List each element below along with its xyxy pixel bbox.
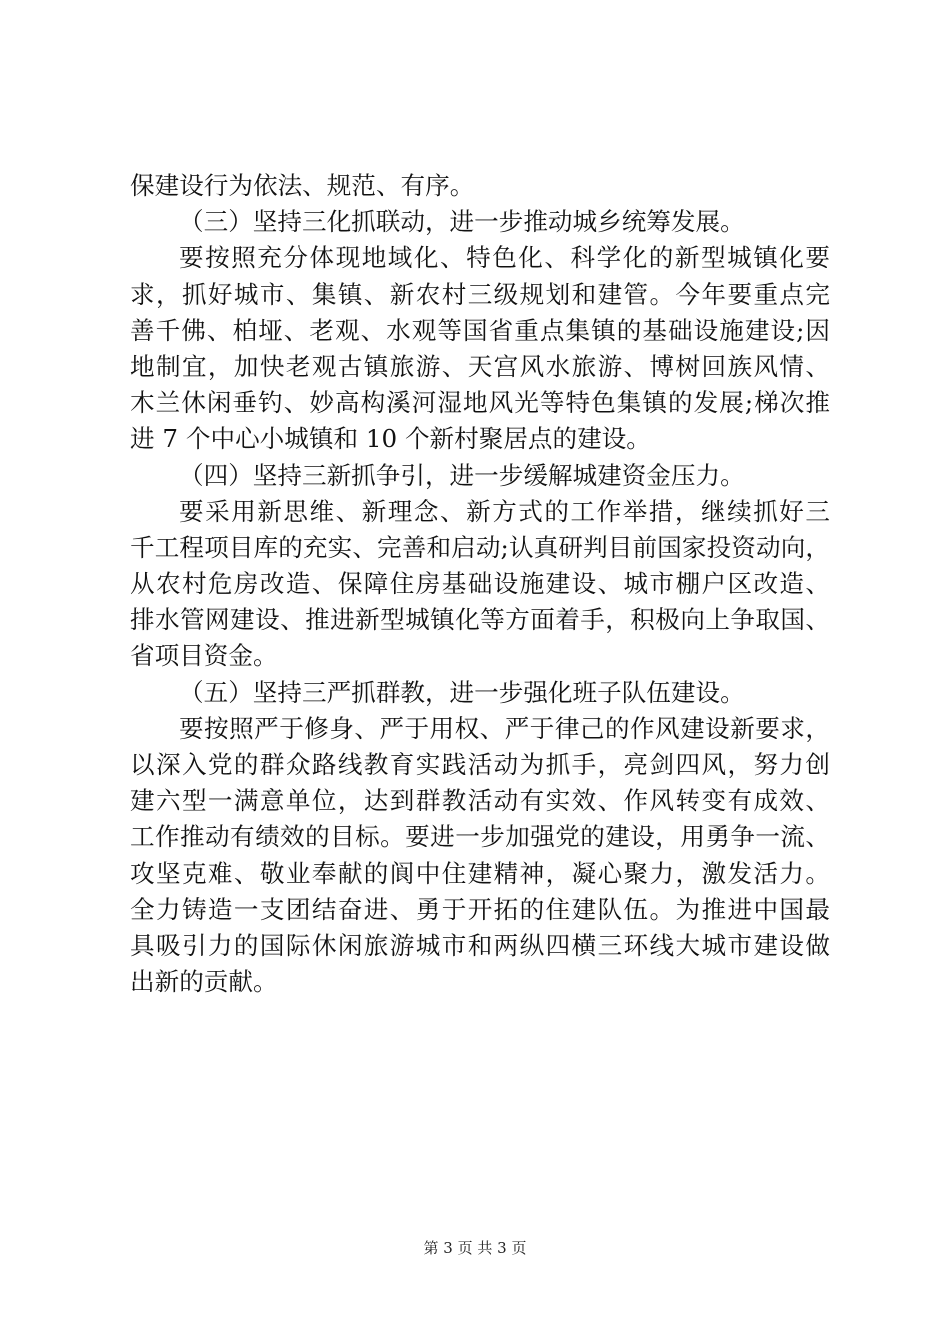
text-line: 木兰休闲垂钓、妙高构溪河湿地风光等特色集镇的发展;梯次推 — [130, 388, 830, 418]
text-line: 省项目资金。 — [130, 641, 278, 671]
text-line: 要按照严于修身、严于用权、严于律己的作风建设新要求， — [179, 713, 830, 743]
text-line: 保建设行为依法、规范、有序。 — [130, 171, 475, 200]
section-heading-3: （三）坚持三化抓联动，进一步推动城乡统筹发展。 — [179, 207, 745, 237]
text-line: 出新的贡献。 — [130, 967, 278, 997]
document-body — [130, 168, 830, 1000]
text-line: 千工程项目库的充实、完善和启动;认真研判目前国家投资动向， — [130, 532, 830, 562]
text-line: 地制宜，加快老观古镇旅游、天宫风水旅游、博树回族风情、 — [130, 351, 830, 381]
text-line: 攻坚克难、敬业奉献的阆中住建精神，凝心聚力，激发活力。 — [130, 858, 830, 888]
text-line: 全力铸造一支团结奋进、勇于开拓的住建队伍。为推进中国最 — [130, 894, 830, 924]
text-line: 具吸引力的国际休闲旅游城市和两纵四横三环线大城市建设做 — [130, 930, 830, 960]
text-line: 求，抓好城市、集镇、新农村三级规划和建管。今年要重点完 — [130, 279, 830, 309]
text-line: 从农村危房改造、保障住房基础设施建设、城市棚户区改造、 — [130, 569, 830, 599]
section-heading-5: （五）坚持三严抓群教，进一步强化班子队伍建设。 — [179, 677, 745, 707]
text-line: 以深入党的群众路线教育实践活动为抓手，亮剑四风，努力创 — [130, 750, 830, 779]
text-line: 工作推动有绩效的目标。要进一步加强党的建设，用勇争一流、 — [130, 822, 830, 852]
text-line: 进 7 个中心小城镇和 10 个新村聚居点的建设。 — [130, 424, 651, 454]
text-line: 排水管网建设、推进新型城镇化等方面着手，积极向上争取国、 — [130, 605, 830, 635]
section-heading-4: （四）坚持三新抓争引，进一步缓解城建资金压力。 — [179, 460, 745, 490]
text-line: 要按照充分体现地域化、特色化、科学化的新型城镇化要 — [179, 243, 830, 273]
page-number-footer: 第 3 页 共 3 页 — [423, 1239, 527, 1257]
text-line: 善千佛、柏垭、老观、水观等国省重点集镇的基础设施建设;因 — [130, 315, 830, 345]
text-line: 建六型一满意单位，达到群教活动有实效、作风转变有成效、 — [130, 786, 830, 816]
text-line: 要采用新思维、新理念、新方式的工作举措，继续抓好三 — [179, 496, 830, 526]
